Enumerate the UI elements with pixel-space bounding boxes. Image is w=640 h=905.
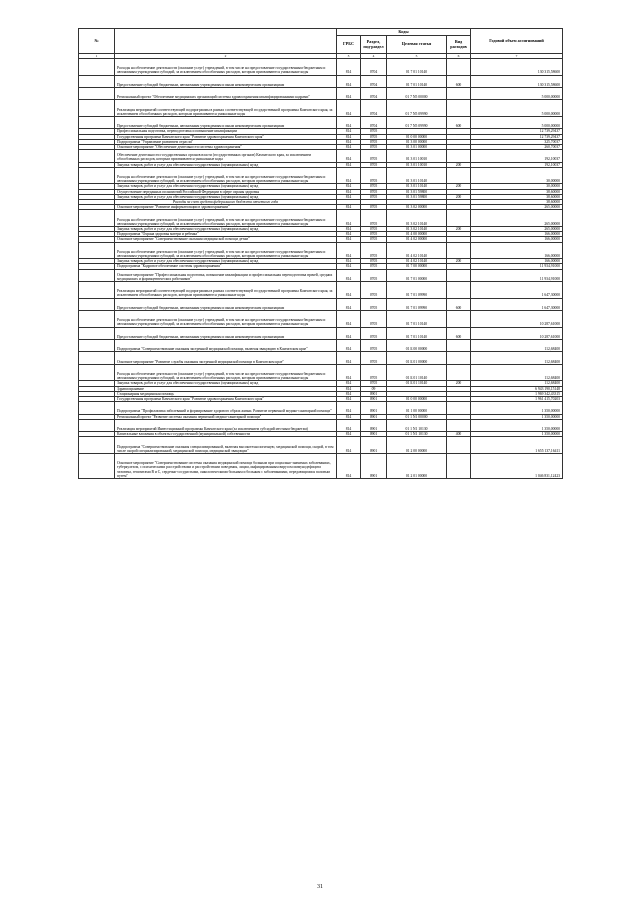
row-number-cell <box>79 339 115 351</box>
section-cell: 0705 <box>361 134 387 139</box>
grbs-cell: 814 <box>337 226 361 231</box>
target-article-cell: 01 3 01 10140 <box>387 167 447 184</box>
row-number-cell <box>79 352 115 364</box>
target-article-cell: 01 7 00 00000 <box>387 264 447 269</box>
expense-type-cell: 600 <box>447 116 471 128</box>
expense-type-cell <box>447 242 471 259</box>
target-article-cell: 01 Б 01 10140 <box>387 381 447 386</box>
expense-type-cell <box>447 167 471 184</box>
table-row <box>79 87 563 99</box>
amount-cell: 192,10037 <box>471 162 563 167</box>
amount-cell: 1 350,00000 <box>471 432 563 437</box>
grbs-cell: 814 <box>337 259 361 264</box>
expense-type-cell: 200 <box>447 259 471 264</box>
grbs-cell: 814 <box>337 352 361 364</box>
row-number-cell <box>79 242 115 259</box>
amount-cell: 325,70037 <box>471 139 563 144</box>
expense-type-cell <box>447 352 471 364</box>
table-row <box>79 364 563 381</box>
section-cell: 0705 <box>361 339 387 351</box>
amount-cell: 112,68400 <box>471 364 563 381</box>
amount-cell: 38,60000 <box>471 199 563 204</box>
section-cell: 0705 <box>361 205 387 210</box>
number-header: № <box>79 29 115 54</box>
target-article-cell: 01 7 01 10140 <box>387 310 447 327</box>
table-row <box>79 402 563 414</box>
grbs-cell: 814 <box>337 194 361 199</box>
row-name-cell: Реализация мероприятий Инвестиционной программы Камчатского края (за исключением субсидий местным бюджетам) <box>115 419 337 431</box>
target-article-cell: 01 Б 01 10140 <box>387 364 447 381</box>
amount-cell: 166,00000 <box>471 237 563 242</box>
amount-cell: 1 969 342,43315 <box>471 391 563 396</box>
target-article-cell: 01 1 N1 10130 <box>387 419 447 431</box>
grbs-cell: 814 <box>337 184 361 189</box>
section-cell: 0704 <box>361 116 387 128</box>
table-row <box>79 116 563 128</box>
amount-cell: 6 943 190,15148 <box>471 386 563 391</box>
amount-cell: 112,68400 <box>471 339 563 351</box>
row-number-cell <box>79 298 115 310</box>
expense-type-cell: 200 <box>447 381 471 386</box>
grbs-cell: 814 <box>337 210 361 227</box>
column-number: 1 <box>79 54 115 59</box>
grbs-cell: 814 <box>337 453 361 478</box>
expense-type-cell <box>447 339 471 351</box>
row-name-cell: Расходы на обеспечение деятельности (оказание услуг) учреждений, в том числе на предоставление государственным бюджетным и автономным учреждениям субсидий, за исключением обособленных расходов, которым присваиваются уникальные коды <box>115 167 337 184</box>
grbs-cell: 814 <box>337 437 361 454</box>
row-name-cell: Подпрограмма "Профилактика заболеваний и формирование здорового образа жизни. Развитие первичной медико-санитарной помощи" <box>115 402 337 414</box>
row-name-cell: Закупка товаров, работ и услуг для обеспечения государственных (муниципальных) нужд <box>115 226 337 231</box>
amount-cell: 265,00000 <box>471 226 563 231</box>
section-cell: 0705 <box>361 259 387 264</box>
target-article-cell: 01 7 01 09990 <box>387 281 447 298</box>
row-name-cell: Профессиональная подготовка, переподготовка и повышение квалификации <box>115 129 337 134</box>
row-number-cell <box>79 59 115 76</box>
row-number-cell <box>79 310 115 327</box>
section-cell: 09 <box>361 386 387 391</box>
page-number: 31 <box>317 884 323 890</box>
row-name-cell: Закупка товаров, работ и услуг для обеспечения государственных (муниципальных) нужд <box>115 194 337 199</box>
column-number: 6 <box>447 54 471 59</box>
row-name-cell: Основное мероприятие "Профессиональная подготовка, повышение квалификации и профессиональная переподготовка врачей, средних медицинских и фармацевтических работников" <box>115 269 337 281</box>
expense-type-cell <box>447 281 471 298</box>
grbs-cell: 814 <box>337 327 361 339</box>
row-name-cell: Обеспечение деятельности государственных органов власти (государственных органов) Камчатского края, за исключением обособленных расходов, которым присваиваются уникальные коды <box>115 150 337 162</box>
section-cell: 0705 <box>361 269 387 281</box>
row-name-cell: Расходы на обеспечение деятельности (оказание услуг) учреждений, в том числе на предоставление государственным бюджетным и автономным учреждениям субсидий, за исключением обособленных расходов, которым присваиваются уникальные коды <box>115 59 337 76</box>
grbs-cell: 814 <box>337 75 361 87</box>
row-name-cell: Подпрограмма "Управление развитием отрасли" <box>115 139 337 144</box>
row-name-cell: Здравоохранение <box>115 386 337 391</box>
row-name-cell: Подпрограмма "Кадровое обеспечение системы здравоохранения" <box>115 264 337 269</box>
row-name-cell: Основное мероприятие "Совершенствование оказания медицинской помощи детям" <box>115 237 337 242</box>
grbs-cell: 814 <box>337 391 361 396</box>
grbs-cell: 814 <box>337 144 361 149</box>
section-cell: 0705 <box>361 352 387 364</box>
grbs-cell: 814 <box>337 116 361 128</box>
grbs-cell: 814 <box>337 264 361 269</box>
target-article-cell: 01 1 N1 10130 <box>387 432 447 437</box>
amount-cell: 30,00000 <box>471 167 563 184</box>
row-number-cell <box>79 281 115 298</box>
expense-type-cell <box>447 310 471 327</box>
target-article-cell: 01 7 01 00000 <box>387 269 447 281</box>
target-article-cell: 01 4 00 00000 <box>387 232 447 237</box>
amount-cell: 5 000,00000 <box>471 87 563 99</box>
row-name-cell: Подпрограмма "Совершенствование оказания экстренной медицинской помощи, включая эвакуацию в Камчатском крае" <box>115 339 337 351</box>
grbs-cell: 814 <box>337 242 361 259</box>
expense-type-cell <box>447 59 471 76</box>
column-number: 4 <box>361 54 387 59</box>
row-name-cell: Реализация мероприятий соответствующей подпрограммы в рамках соответствующей государственной программы Камчатского края, за исключением обособленных расходов, которым присваиваются уникальные коды <box>115 281 337 298</box>
expense-type-cell: 200 <box>447 226 471 231</box>
row-name-cell: Основное мероприятие "Развитие службы оказания экстренной медицинской помощи в Камчатском крае" <box>115 352 337 364</box>
row-name-cell: Расходы на обеспечение деятельности (оказание услуг) учреждений, в том числе на предоставление государственным бюджетным и автономным учреждениям субсидий, за исключением обособленных расходов, которым присваиваются уникальные коды <box>115 310 337 327</box>
row-name-cell: Предоставление субсидий бюджетным, автономным учреждениям и иным некоммерческим организациям <box>115 116 337 128</box>
section-cell: 0901 <box>361 453 387 478</box>
table-row <box>79 419 563 431</box>
row-number-cell <box>79 269 115 281</box>
amount-cell: 130 315,58600 <box>471 59 563 76</box>
row-name-cell: Основное мероприятие "Обеспечение деятельности системы здравоохранения" <box>115 144 337 149</box>
target-article-cell: 01 3 01 00000 <box>387 144 447 149</box>
section-cell: 0705 <box>361 232 387 237</box>
amount-cell: 38,60000 <box>471 189 563 194</box>
grbs-cell: 814 <box>337 402 361 414</box>
row-number-cell <box>79 116 115 128</box>
expense-type-cell <box>447 87 471 99</box>
table-row <box>79 298 563 310</box>
expense-type-header: Вид расходов <box>447 36 471 54</box>
amount-cell: 11 934,91000 <box>471 269 563 281</box>
table-row <box>79 59 563 76</box>
table-row <box>79 167 563 184</box>
target-article-cell: 01 0 00 00000 <box>387 396 447 401</box>
row-name-cell: Государственная программа Камчатского края "Развитие здравоохранения Камчатского края" <box>115 396 337 401</box>
grbs-cell: 814 <box>337 232 361 237</box>
amount-cell: 1 350,00000 <box>471 414 563 419</box>
expense-type-cell: 600 <box>447 327 471 339</box>
row-number-cell <box>79 364 115 381</box>
target-article-cell: 01 Б 00 00000 <box>387 339 447 351</box>
section-cell: 0705 <box>361 237 387 242</box>
target-article-cell: 01 3 01 10010 <box>387 150 447 162</box>
row-name-cell: Закупка товаров, работ и услуг для обеспечения государственных (муниципальных) нужд <box>115 162 337 167</box>
grbs-cell: 814 <box>337 167 361 184</box>
grbs-cell: 814 <box>337 205 361 210</box>
grbs-cell: 814 <box>337 432 361 437</box>
amount-cell: 1 961 415,70203 <box>471 396 563 401</box>
row-number-cell <box>79 327 115 339</box>
row-name-cell: Предоставление субсидий бюджетным, автономным учреждениям и иным некоммерческим организациям <box>115 298 337 310</box>
target-article-cell: 01 7 01 09990 <box>387 298 447 310</box>
row-name-cell: Подпрограмма "Совершенствование оказания специализированной, включая высокотехнологичную, медицинской помощи, скорой, в том числе скорой специализированной, медицинской помощи, медицинской эвакуации" <box>115 437 337 454</box>
row-number-cell <box>79 75 115 87</box>
amount-cell: 130 315,58600 <box>471 75 563 87</box>
amount-cell: 166,00000 <box>471 242 563 259</box>
target-article-cell: 01 2 01 00000 <box>387 453 447 478</box>
row-name-cell: Стационарная медицинская помощь <box>115 391 337 396</box>
amount-cell: 12 739,29437 <box>471 134 563 139</box>
amount-cell: 265,00000 <box>471 205 563 210</box>
amount-cell: 1 655 137,16411 <box>471 437 563 454</box>
section-cell: 0705 <box>361 189 387 194</box>
appropriations-table <box>78 28 563 479</box>
target-article-cell: 01 0 00 00000 <box>387 134 447 139</box>
row-number-cell <box>79 210 115 227</box>
grbs-cell: 814 <box>337 396 361 401</box>
table-row <box>79 210 563 227</box>
amount-cell: 5 000,00000 <box>471 100 563 117</box>
target-article-cell: 01 7 N5 09990 <box>387 116 447 128</box>
row-number-cell <box>79 87 115 99</box>
grbs-cell: 814 <box>337 162 361 167</box>
section-cell: 0705 <box>361 129 387 134</box>
grbs-cell: 814 <box>337 59 361 76</box>
row-number-cell <box>79 453 115 478</box>
row-name-cell: Региональный проект "Развитие системы оказания первичной медико-санитарной помощи" <box>115 414 337 419</box>
row-name-cell: Предоставление субсидий бюджетным, автономным учреждениям и иным некоммерческим организациям <box>115 75 337 87</box>
expense-type-cell <box>447 419 471 431</box>
target-article-cell: 01 3 01 59800 <box>387 194 447 199</box>
section-cell: 0704 <box>361 87 387 99</box>
row-name-cell: Основное мероприятие "Развитие информатизации в здравоохранении" <box>115 205 337 210</box>
table-row <box>79 100 563 117</box>
grbs-cell: 814 <box>337 386 361 391</box>
grbs-cell: 814 <box>337 189 361 194</box>
row-name-cell: Расходы на обеспечение деятельности (оказание услуг) учреждений, в том числе на предоставление государственным бюджетным и автономным учреждениям субсидий, за исключением обособленных расходов, которым присваиваются уникальные коды <box>115 242 337 259</box>
expense-type-cell <box>447 402 471 414</box>
target-article-header: Целевая статья <box>387 36 447 54</box>
row-name-cell: Государственная программа Камчатского края "Развитие здравоохранения Камчатского края" <box>115 134 337 139</box>
row-name-cell: Региональный проект "Обеспечение медицинских организаций системы здравоохранения квалифицированными кадрами" <box>115 87 337 99</box>
row-number-cell <box>79 437 115 454</box>
grbs-cell: 814 <box>337 87 361 99</box>
row-name-cell: Расходы за счет средств федерального бюджета отчетного года <box>115 199 337 204</box>
grbs-cell: 814 <box>337 339 361 351</box>
amount-cell: 30,00000 <box>471 184 563 189</box>
grbs-header: ГРБС <box>337 36 361 54</box>
grbs-cell: 814 <box>337 310 361 327</box>
target-article-cell: 01 7 N5 09990 <box>387 100 447 117</box>
grbs-cell: 814 <box>337 381 361 386</box>
row-name-cell: Основное мероприятие "Совершенствование системы оказания медицинской помощи больным при социально-значимых заболеваниях, туберкулезом, с психическими расстройствами и расстройствами поведения, лицам, инфицированным вирусом иммунодефицита человека, гепатитами B и C, сердечно-сосудистыми, онкологическими больным и больным с заболеваниями, передающимися половым путем" <box>115 453 337 478</box>
table-body <box>79 59 563 479</box>
expense-type-cell <box>447 210 471 227</box>
table-row <box>79 327 563 339</box>
table-row <box>79 242 563 259</box>
grbs-cell: 814 <box>337 298 361 310</box>
target-article-cell: 01 1 00 00000 <box>387 402 447 414</box>
expense-type-cell <box>447 364 471 381</box>
amount-cell: 112,68400 <box>471 352 563 364</box>
table-header <box>79 29 563 59</box>
grbs-cell: 814 <box>337 269 361 281</box>
section-cell: 0901 <box>361 402 387 414</box>
section-cell: 0705 <box>361 167 387 184</box>
target-article-cell: 01 3 00 00000 <box>387 139 447 144</box>
grbs-cell: 814 <box>337 150 361 162</box>
section-cell: 0704 <box>361 59 387 76</box>
amount-cell: 10 287,61000 <box>471 310 563 327</box>
target-article-cell: 01 7 01 10140 <box>387 75 447 87</box>
expense-type-cell <box>447 100 471 117</box>
table-row <box>79 352 563 364</box>
section-cell: 0705 <box>361 327 387 339</box>
amount-cell: 38,60000 <box>471 194 563 199</box>
target-article-cell: 01 7 01 10140 <box>387 327 447 339</box>
expense-type-cell <box>447 150 471 162</box>
column-number: 3 <box>337 54 361 59</box>
amount-cell: 265,00000 <box>471 210 563 227</box>
section-cell: 0705 <box>361 364 387 381</box>
section-cell: 0705 <box>361 139 387 144</box>
expense-type-cell: 400 <box>447 432 471 437</box>
grbs-cell: 814 <box>337 364 361 381</box>
grbs-cell: 814 <box>337 139 361 144</box>
amount-cell: 11 934,91000 <box>471 264 563 269</box>
row-name-cell: Закупка товаров, работ и услуг для обеспечения государственных (муниципальных) нужд <box>115 259 337 264</box>
section-cell: 0705 <box>361 210 387 227</box>
amount-cell: 12 739,29437 <box>471 129 563 134</box>
section-cell: 0901 <box>361 414 387 419</box>
column-number: 2 <box>115 54 337 59</box>
section-cell: 0901 <box>361 437 387 454</box>
section-cell: 0901 <box>361 432 387 437</box>
section-cell: 0705 <box>361 150 387 162</box>
section-cell: 0705 <box>361 310 387 327</box>
annual-amount-header: Годовой объем ассигнований <box>471 29 563 54</box>
section-cell: 0705 <box>361 298 387 310</box>
row-name-cell: Закупка товаров, работ и услуг для обеспечения государственных (муниципальных) нужд <box>115 381 337 386</box>
section-header: Раздел, под-раздел <box>361 36 387 54</box>
amount-cell: 1 046 831,12423 <box>471 453 563 478</box>
section-cell: 0705 <box>361 381 387 386</box>
amount-cell: 166,00000 <box>471 259 563 264</box>
row-name-cell: Закупка товаров, работ и услуг для обеспечения государственных (муниципальных) нужд <box>115 184 337 189</box>
row-name-cell: Предоставление субсидий бюджетным, автономным учреждениям и иным некоммерческим организациям <box>115 327 337 339</box>
grbs-cell: 814 <box>337 237 361 242</box>
expense-type-cell: 200 <box>447 162 471 167</box>
column-number: 5 <box>387 54 447 59</box>
target-article-cell: 01 2 00 00000 <box>387 437 447 454</box>
target-article-cell: 01 Б 01 00000 <box>387 352 447 364</box>
expense-type-cell: 600 <box>447 298 471 310</box>
grbs-cell: 814 <box>337 134 361 139</box>
row-name-cell: Подпрограмма "Охрана здоровья матери и ребенка" <box>115 232 337 237</box>
section-cell: 0705 <box>361 242 387 259</box>
target-article-cell: 01 3 02 10140 <box>387 226 447 231</box>
grbs-cell: 814 <box>337 129 361 134</box>
expense-type-cell: 200 <box>447 194 471 199</box>
expense-type-cell <box>447 453 471 478</box>
grbs-cell: 814 <box>337 100 361 117</box>
amount-cell: 192,10037 <box>471 150 563 162</box>
section-cell: 0705 <box>361 184 387 189</box>
amount-cell: 112,68400 <box>471 381 563 386</box>
expense-type-cell: 200 <box>447 184 471 189</box>
row-name-cell: Капитальные вложения в объекты государственной (муниципальной) собственности <box>115 432 337 437</box>
target-article-cell: 01 3 01 10010 <box>387 162 447 167</box>
section-cell: 0705 <box>361 194 387 199</box>
expense-type-cell: 600 <box>447 75 471 87</box>
column-number: 7 <box>471 54 563 59</box>
section-cell: 0901 <box>361 419 387 431</box>
row-number-cell <box>79 402 115 414</box>
row-number-cell <box>79 167 115 184</box>
table-row <box>79 339 563 351</box>
amount-cell: 10 287,61000 <box>471 327 563 339</box>
amount-cell: 1 350,00000 <box>471 402 563 414</box>
expense-type-cell <box>447 437 471 454</box>
name-header <box>115 29 337 54</box>
section-cell: 0704 <box>361 100 387 117</box>
row-name-cell: Осуществление переданных полномочий Российской Федерации в сфере охраны здоровья <box>115 189 337 194</box>
section-cell: 0901 <box>361 391 387 396</box>
row-name-cell: Расходы на обеспечение деятельности (оказание услуг) учреждений, в том числе на предоставление государственным бюджетным и автономным учреждениям субсидий, за исключением обособленных расходов, которым присваиваются уникальные коды <box>115 210 337 227</box>
table-row <box>79 281 563 298</box>
section-cell: 0705 <box>361 226 387 231</box>
row-number-cell <box>79 419 115 431</box>
expense-type-cell <box>447 269 471 281</box>
amount-cell: 260,70037 <box>471 144 563 149</box>
target-article-cell: 01 3 01 59800 <box>387 189 447 194</box>
target-article-cell: 01 4 02 10140 <box>387 259 447 264</box>
amount-cell: 166,00000 <box>471 232 563 237</box>
target-article-cell: 01 7 01 10140 <box>387 59 447 76</box>
table-row <box>79 437 563 454</box>
section-cell: 0901 <box>361 396 387 401</box>
target-article-cell: 01 3 02 00000 <box>387 205 447 210</box>
amount-cell: 5 000,00000 <box>471 116 563 128</box>
section-cell: 0705 <box>361 162 387 167</box>
section-cell: 0705 <box>361 144 387 149</box>
table-row <box>79 269 563 281</box>
amount-cell: 1 350,00000 <box>471 419 563 431</box>
codes-header: Коды <box>337 29 471 36</box>
row-number-cell <box>79 150 115 162</box>
section-cell: 0705 <box>361 281 387 298</box>
row-name-cell: Расходы на обеспечение деятельности (оказание услуг) учреждений, в том числе на предоставление государственным бюджетным и автономным учреждениям субсидий, за исключением обособленных расходов, которым присваиваются уникальные коды <box>115 364 337 381</box>
target-article-cell: 01 3 02 10140 <box>387 210 447 227</box>
section-cell: 0705 <box>361 264 387 269</box>
row-name-cell: Реализация мероприятий соответствующей подпрограммы в рамках соответствующей государственной программы Камчатского края, за исключением обособленных расходов, которым присваиваются уникальные коды <box>115 100 337 117</box>
target-article-cell: 01 3 01 10140 <box>387 184 447 189</box>
grbs-cell: 814 <box>337 281 361 298</box>
table-row <box>79 453 563 478</box>
section-cell: 0704 <box>361 75 387 87</box>
target-article-cell: 01 7 N5 00000 <box>387 87 447 99</box>
amount-cell: 1 647,30000 <box>471 298 563 310</box>
target-article-cell: 01 4 02 10140 <box>387 242 447 259</box>
row-number-cell <box>79 100 115 117</box>
table-row <box>79 150 563 162</box>
amount-cell: 1 647,30000 <box>471 281 563 298</box>
target-article-cell: 01 1 N1 00000 <box>387 414 447 419</box>
grbs-cell: 814 <box>337 414 361 419</box>
target-article-cell: 01 4 02 00000 <box>387 237 447 242</box>
table-row <box>79 75 563 87</box>
table-row <box>79 310 563 327</box>
grbs-cell: 814 <box>337 419 361 431</box>
